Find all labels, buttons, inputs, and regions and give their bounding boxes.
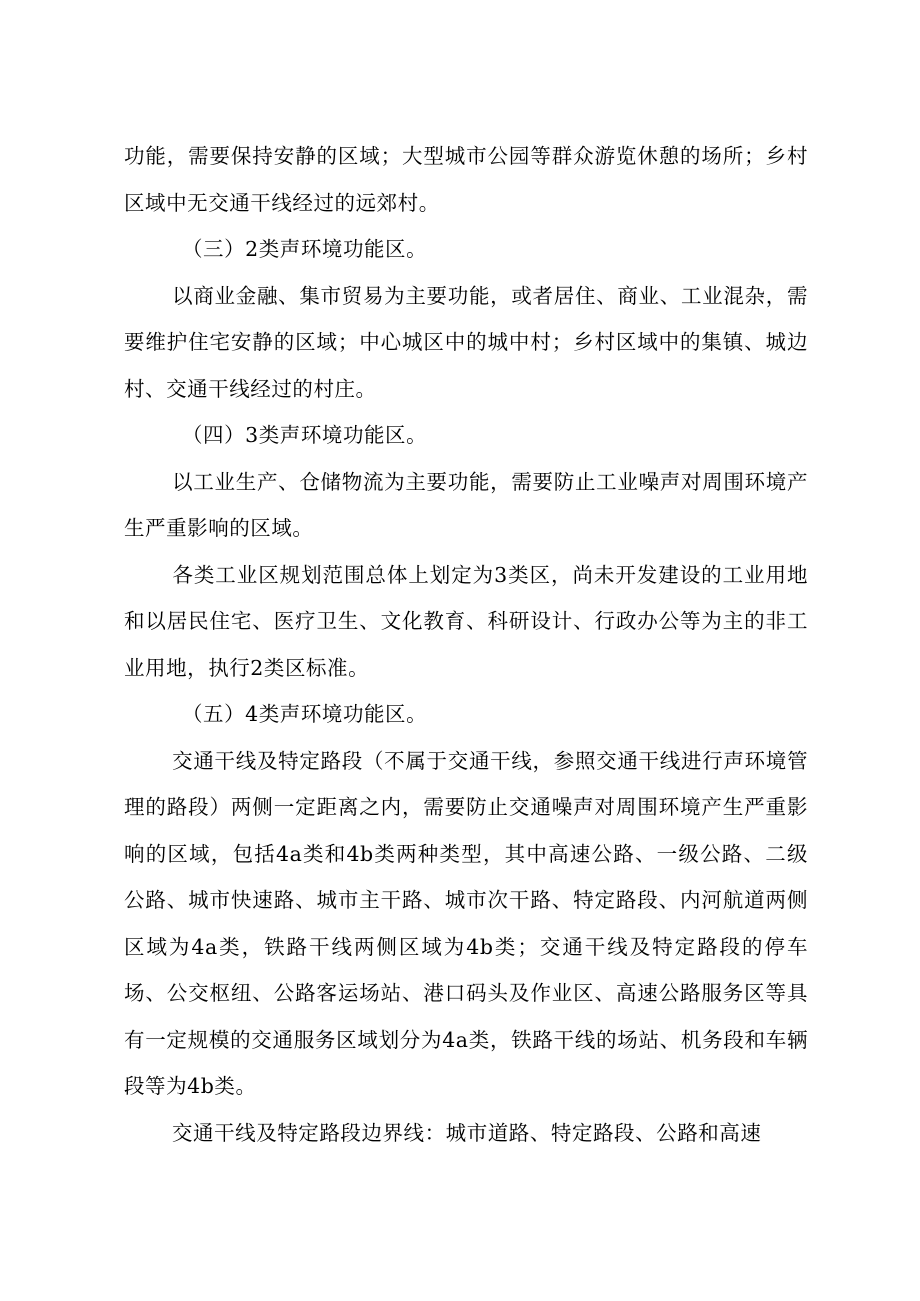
heading-text: （四）3类声环境功能区。 (182, 423, 428, 447)
paragraph-text: 功能，需要保持安静的区域；大型城市公园等群众游览休憩的场所；乡村区域中无交通干线经过的远郊村。 (124, 144, 808, 215)
paragraph-continuation (124, 133, 808, 226)
document-body (124, 133, 808, 1156)
heading-text: （五）4类声环境功能区。 (182, 702, 428, 726)
section-heading-class-3 (124, 412, 808, 459)
paragraph-class-2-description (124, 273, 808, 413)
section-heading-class-4 (124, 691, 808, 738)
paragraph-text: 以商业金融、集市贸易为主要功能，或者居住、商业、工业混杂，需要维护住宅安静的区域；中心城区中的城中村；乡村区域中的集镇、城边村、交通干线经过的村庄。 (124, 283, 808, 401)
paragraph-text: 各类工业区规划范围总体上划定为3类区，尚未开发建设的工业用地和以居民住宅、医疗卫生、文化教育、科研设计、行政办公等为主的非工业用地，执行2类区标准。 (124, 562, 808, 680)
paragraph-text: 交通干线及特定路段边界线：城市道路、特定路段、公路和高速 (172, 1120, 762, 1145)
paragraph-text: 交通干线及特定路段（不属于交通干线，参照交通干线进行声环境管理的路段）两侧一定距离之内，需要防止交通噪声对周围环境产生严重影响的区域，包括4a类和4b类两种类型，其中高速公路、一级公路、二级公路、城市快速路、城市主干路、城市次干路、特定路段、内河航道两侧区域为4a类，铁路干线两侧区域为4b类；交通干线及特定路段的停车场、公交枢纽、公路客运场站、港口码头及作业区、高速公路服务区等具有一定规模的交通服务区域划分为4a类，铁路干线的场站、机务段和车辆段等为4b类。 (124, 748, 808, 1098)
paragraph-boundary-lines (124, 1110, 808, 1157)
paragraph-text: 以工业生产、仓储物流为主要功能，需要防止工业噪声对周围环境产生严重影响的区域。 (124, 469, 808, 540)
paragraph-industrial-zones (124, 552, 808, 692)
paragraph-class-4-description (124, 738, 808, 1110)
heading-text: （三）2类声环境功能区。 (182, 237, 428, 261)
paragraph-class-3-description (124, 459, 808, 552)
section-heading-class-2 (124, 226, 808, 273)
